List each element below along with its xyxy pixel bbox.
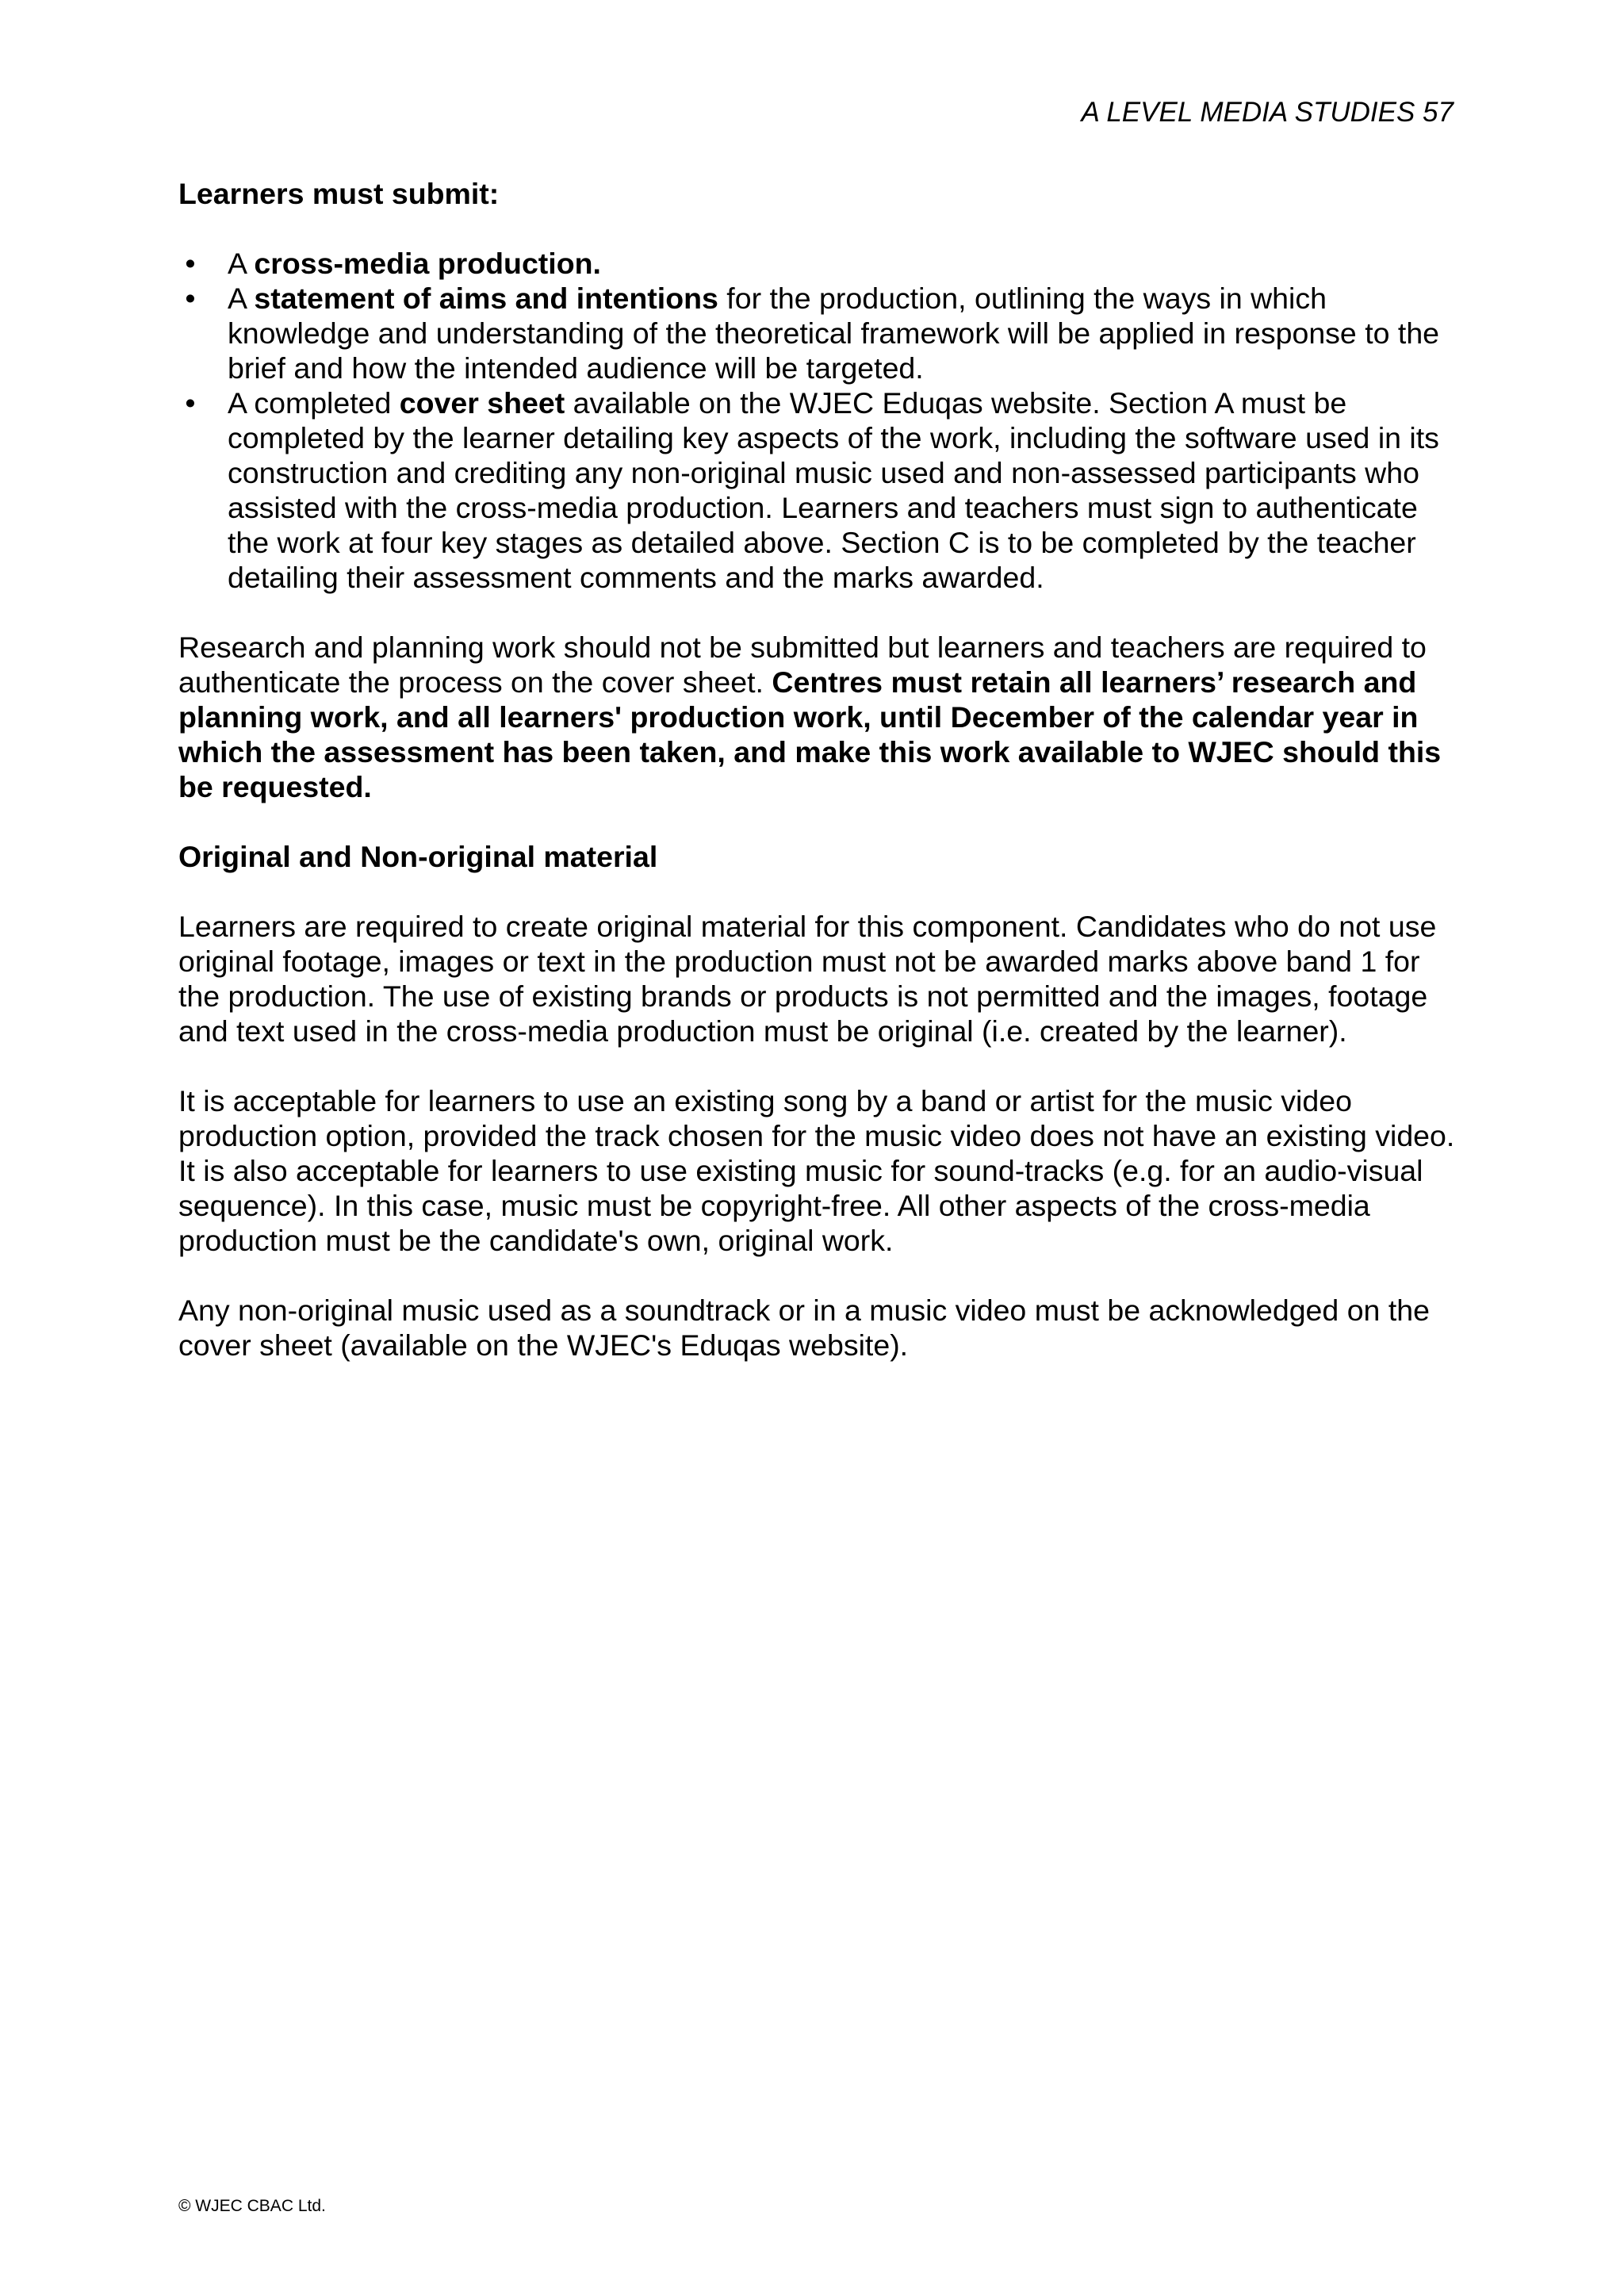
list-item-text: available on the WJEC Eduqas website. Section A must be completed by the learner detailing key aspects of the work, including the software used in its construction and crediting any non-original music used and non-assessed participants who assisted with the cross-media production. Learners and teachers must sign to authenticate the work at four key stages as detailed above. Section C is to be completed by the teacher detailing their assessment comments and the marks awarded. [228,386,1439,594]
page-body [178,176,1463,1363]
bullet-icon: • [185,247,196,280]
research-retention-notice: Centres must retain all learners’ research and planning work, and all learners' production work, until December of the calendar year in which the assessment has been taken, and make this work available to WJEC should this be requested. [178,665,1442,803]
research-paragraph [178,630,1463,804]
copyright-footer: © WJEC CBAC Ltd. [178,2197,326,2215]
list-item [178,246,1463,281]
list-item [178,385,1463,595]
list-item-bold: cross-media production. [254,247,601,280]
list-item-lead: A [228,247,255,280]
research-text: Research and planning work should not be submitted but learners and teachers are required to authenticate the process on the cover sheet. [178,631,1427,699]
original-material-heading: Original and Non-original material [178,840,658,873]
original-material-paragraph: Learners are required to create original material for this component. Candidates who do not use original footage, images or text in the production must not be awarded marks above band 1 for the production. The use of existing brands or products is not permitted and the images, footage and text used in the cross-media production must be original (i.e. created by the learner). [178,910,1437,1048]
list-item [178,281,1463,385]
running-header: A LEVEL MEDIA STUDIES 57 [1081,97,1454,128]
soundtrack-acknowledgement-paragraph: Any non-original music used as a soundtrack or in a music video must be acknowledged on the cover sheet (available on the WJEC's Eduqas website). [178,1294,1430,1362]
submit-heading: Learners must submit: [178,177,500,210]
list-item-text: for the production, outlining the ways in which knowledge and understanding of the theoretical framework will be applied in response to the brief and how the intended audience will be targeted. [228,282,1440,385]
bullet-icon: • [185,282,196,315]
list-item-bold: cover sheet [399,386,565,420]
music-video-paragraph: It is acceptable for learners to use an existing song by a band or artist for the music video production option, provided the track chosen for the music video does not have an existing video. It is also acceptable for learners to use existing music for sound-tracks (e.g. for an audio-visual sequence). In this case, music must be copyright-free. All other aspects of the cross-media production must be the candidate's own, original work. [178,1084,1455,1257]
list-item-bold: statement of aims and intentions [254,282,718,315]
list-item-lead: A [228,282,255,315]
submission-list [178,246,1463,595]
list-item-lead: A completed [228,386,400,420]
bullet-icon: • [185,386,196,420]
